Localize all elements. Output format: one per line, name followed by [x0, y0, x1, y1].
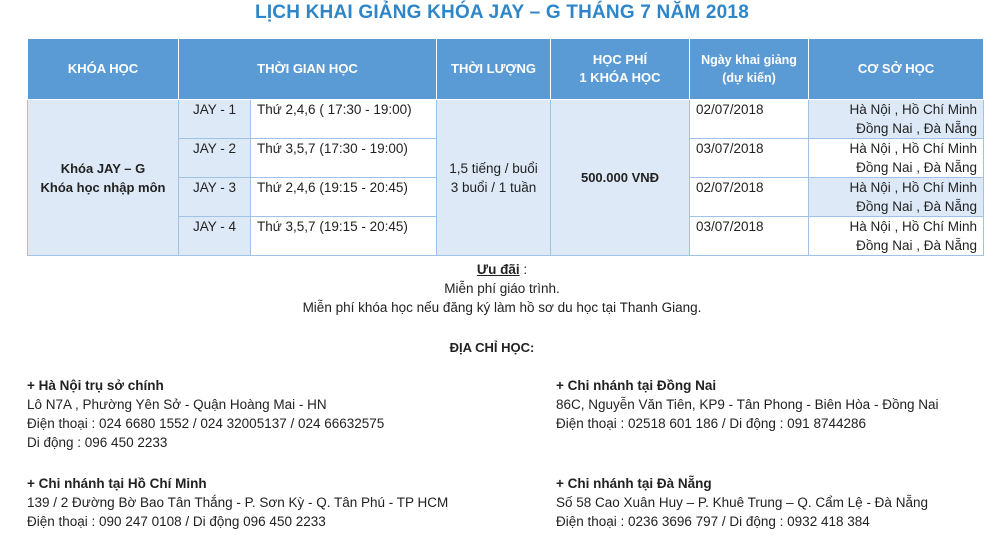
class-code: JAY - 4: [179, 217, 251, 256]
location-line1: Hà Nội , Hồ Chí Minh: [849, 180, 977, 195]
promo-section: [0, 260, 1004, 317]
header-course: KHÓA HỌC: [28, 39, 179, 100]
branch-address: 139 / 2 Đường Bờ Bao Tân Thắng - P. Sơn Kỳ - Q. Tân Phú - TP HCM: [27, 495, 449, 510]
location-cell: [809, 217, 984, 256]
address-title: ĐỊA CHỈ HỌC:: [449, 340, 535, 355]
course-name: Khóa JAY – G: [60, 160, 146, 176]
branch-address: 86C, Nguyễn Văn Tiên, KP9 - Tân Phong - Biên Hòa - Đồng Nai: [556, 397, 939, 412]
location-cell: [809, 100, 984, 139]
promo-heading: Ưu đãi: [476, 262, 520, 277]
promo-heading-line: [0, 260, 1004, 279]
location-line2: Đồng Nai , Đà Nẵng: [856, 160, 977, 175]
branch-address: Số 58 Cao Xuân Huy – P. Khuê Trung – Q. Cẩm Lệ - Đà Nẵng: [556, 495, 928, 510]
branch-hcm: [27, 474, 448, 531]
header-location: CƠ SỞ HỌC: [809, 39, 984, 100]
class-schedule: Thứ 2,4,6 (19:15 - 20:45): [251, 178, 437, 217]
promo-heading-suffix: :: [519, 262, 528, 277]
class-schedule: Thứ 3,5,7 (19:15 - 20:45): [251, 217, 437, 256]
branch-phone: Điện thoại : 090 247 0108 / Di động 096 450 2233: [27, 514, 326, 529]
class-schedule: Thứ 3,5,7 (17:30 - 19:00): [251, 139, 437, 178]
duration-cell: [437, 100, 551, 256]
branch-phone: Điện thoại : 024 6680 1552 / 024 32005137 / 024 66632575: [27, 416, 385, 431]
branch-dongnai: [556, 376, 938, 433]
header-fee-line1: HỌC PHÍ: [592, 52, 648, 67]
header-start-line2: (dự kiến): [722, 71, 776, 85]
promo-line-2: Miễn phí khóa học nếu đăng ký làm hồ sơ du học tại Thanh Giang.: [302, 300, 702, 315]
branch-address: Lô N7A , Phường Yên Sở - Quận Hoàng Mai - HN: [27, 397, 327, 412]
location-line1: Hà Nội , Hồ Chí Minh: [849, 141, 977, 156]
class-code: JAY - 3: [179, 178, 251, 217]
header-duration: THỜI LƯỢNG: [437, 39, 551, 100]
fee-cell: 500.000 VNĐ: [551, 100, 690, 256]
location-line2: Đồng Nai , Đà Nẵng: [856, 238, 977, 253]
location-line1: Hà Nội , Hồ Chí Minh: [849, 102, 977, 117]
table-row: [28, 100, 984, 139]
branch-mobile: Di động : 096 450 2233: [27, 435, 168, 450]
location-line2: Đồng Nai , Đà Nẵng: [856, 199, 977, 214]
header-fee: [551, 39, 690, 100]
start-date: 02/07/2018: [690, 100, 809, 139]
branch-heading: + Hà Nội trụ sở chính: [27, 378, 164, 393]
branch-heading: + Chi nhánh tại Đà Nẵng: [556, 476, 712, 491]
schedule-table: [27, 38, 984, 256]
header-time: THỜI GIAN HỌC: [179, 39, 437, 100]
class-code: JAY - 1: [179, 100, 251, 139]
location-cell: [809, 178, 984, 217]
header-start-date: [690, 39, 809, 100]
location-line2: Đồng Nai , Đà Nẵng: [856, 121, 977, 136]
course-subtitle: Khóa học nhập môn: [40, 179, 166, 195]
header-start-line1: Ngày khai giảng: [701, 53, 797, 67]
class-schedule: Thứ 2,4,6 ( 17:30 - 19:00): [251, 100, 437, 139]
course-cell: [28, 100, 179, 256]
start-date: 03/07/2018: [690, 139, 809, 178]
start-date: 03/07/2018: [690, 217, 809, 256]
branch-hanoi: [27, 376, 384, 452]
page-title: LỊCH KHAI GIẢNG KHÓA JAY – G THÁNG 7 NĂM 2018: [255, 2, 749, 23]
branch-heading: + Chi nhánh tại Đồng Nai: [556, 378, 717, 393]
start-date: 02/07/2018: [690, 178, 809, 217]
promo-line-1: Miễn phí giáo trình.: [444, 281, 560, 296]
header-fee-line2: 1 KHÓA HỌC: [579, 70, 661, 85]
duration-line1: 1,5 tiếng / buổi: [449, 160, 538, 176]
location-line1: Hà Nội , Hồ Chí Minh: [849, 219, 977, 234]
class-code: JAY - 2: [179, 139, 251, 178]
location-cell: [809, 139, 984, 178]
branch-phone: Điện thoại : 02518 601 186 / Di động : 091 8744286: [556, 416, 866, 431]
branch-danang: [556, 474, 928, 531]
branch-heading: + Chi nhánh tại Hồ Chí Minh: [27, 476, 207, 491]
table-header-row: [28, 39, 984, 100]
duration-line2: 3 buổi / 1 tuần: [450, 179, 537, 195]
branch-phone: Điện thoại : 0236 3696 797 / Di động : 0932 418 384: [556, 514, 870, 529]
